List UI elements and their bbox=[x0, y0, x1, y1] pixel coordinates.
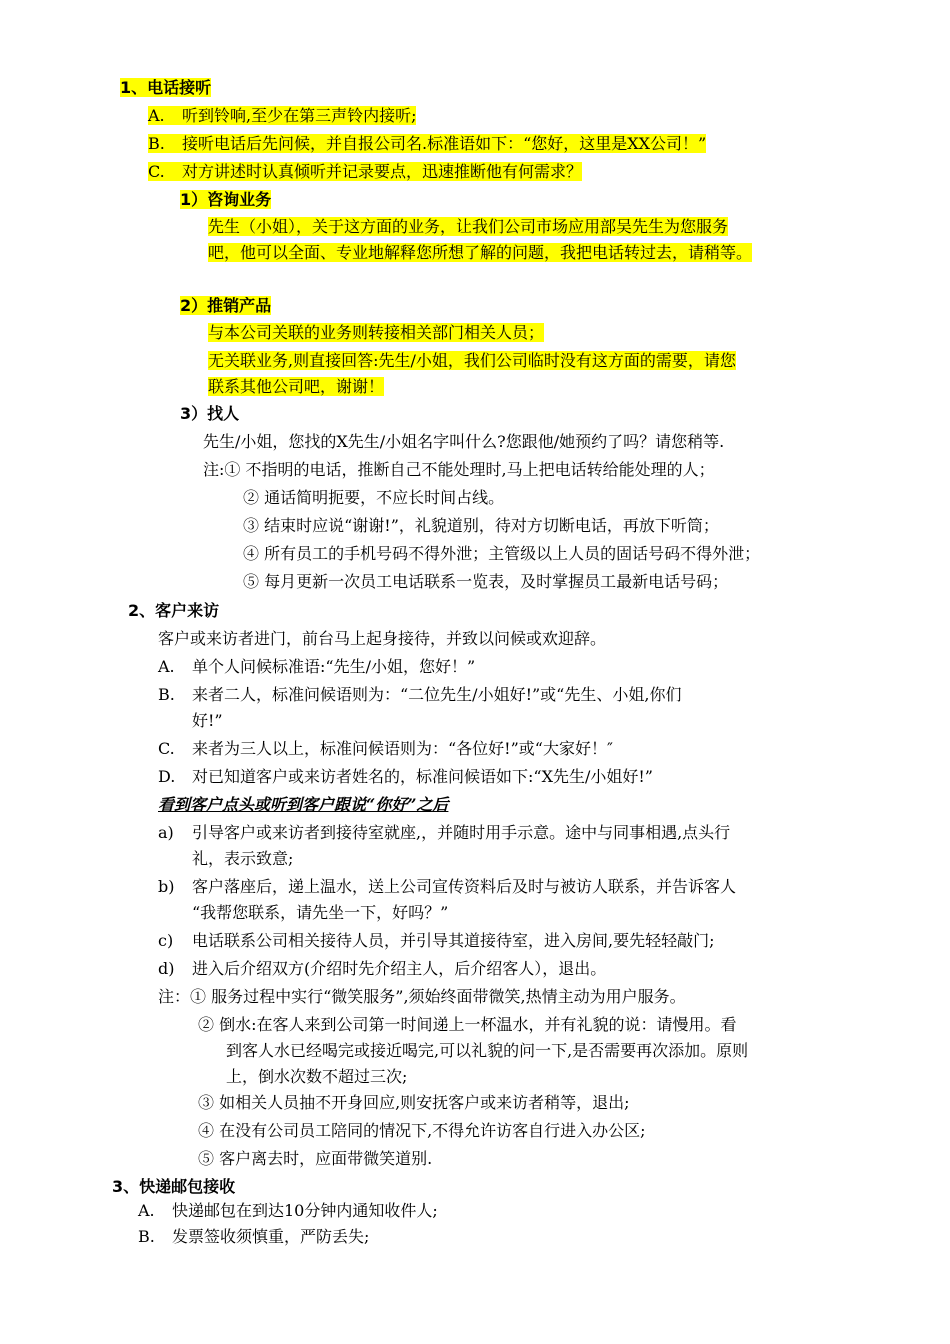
section-1-heading: 1、电话接听 bbox=[120, 78, 212, 97]
s2-item-b-cont: 好!” bbox=[192, 711, 223, 730]
s1-sub3-line1: 先生/小姐，您找的X先生/小姐名字叫什么?您跟他/她预约了吗？请您稍等. bbox=[203, 432, 725, 451]
s1-item-c: C. 对方讲述时认真倾听并记录要点，迅速推断他有何需求？ bbox=[148, 162, 583, 181]
s2-step-b-cont: “我帮您联系，请先坐一下，好吗？” bbox=[192, 903, 449, 922]
s1-sub1-heading: 1）咨询业务 bbox=[180, 190, 272, 209]
section-2-heading: 2、客户来访 bbox=[128, 601, 220, 620]
s2-item-d: D. 对已知道客户或来访者姓名的，标准问候语如下:“X先生/小姐好!” bbox=[158, 767, 653, 786]
s2-step-c: c) 电话联系公司相关接待人员，并引导其道接待室，进入房间,要先轻轻敲门; bbox=[158, 931, 715, 950]
s2-item-c: C. 来者为三人以上，标准问候语则为：“各位好!”或“大家好！″ bbox=[158, 739, 613, 758]
s1-sub2-heading: 2）推销产品 bbox=[180, 296, 272, 315]
s2-intro: 客户或来访者进门，前台马上起身接待，并致以问候或欢迎辞。 bbox=[158, 629, 607, 648]
s1-sub3-heading: 3）找人 bbox=[180, 404, 240, 423]
s2-step-b: b) 客户落座后，递上温水，送上公司宣传资料后及时与被访人联系，并告诉客人 bbox=[158, 877, 737, 896]
s2-note: 注：① 服务过程中实行“微笑服务”,须始终面带微笑,热情主动为用户服务。 bbox=[158, 987, 686, 1006]
s1-sub3-note-3: ③ 结束时应说“谢谢!”，礼貌道别，待对方切断电话，再放下听筒； bbox=[243, 516, 719, 535]
s2-note-2-cont2: 上，倒水次数不超过三次; bbox=[226, 1067, 408, 1086]
s2-note-3: ③ 如相关人员抽不开身回应,则安抚客户或来访者稍等，退出; bbox=[198, 1093, 630, 1112]
s2-item-b: B. 来者二人，标准问候语则为：“二位先生/小姐好!”或“先生、小姐,你们 bbox=[158, 685, 682, 704]
s2-item-a: A. 单个人问候标准语:“先生/小姐，您好！” bbox=[158, 657, 476, 676]
section-3-heading: 3、快递邮包接收 bbox=[112, 1177, 236, 1196]
s3-item-b: B. 发票签收须慎重，严防丢失; bbox=[138, 1227, 370, 1246]
s2-note-5: ⑤ 客户离去时，应面带微笑道别. bbox=[198, 1149, 433, 1168]
s2-step-a: a) 引导客户或来访者到接待室就座,，并随时用手示意。途中与同事相遇,点头行 bbox=[158, 823, 731, 842]
s1-sub3-note-2: ② 通话简明扼要，不应长时间占线。 bbox=[243, 488, 505, 507]
s3-item-a: A. 快递邮包在到达10分钟内通知收件人; bbox=[138, 1201, 438, 1220]
s1-sub3-note-5: ⑤ 每月更新一次员工电话联系一览表，及时掌握员工最新电话号码； bbox=[243, 572, 729, 591]
s1-sub3-note-4: ④ 所有员工的手机号码不得外泄；主管级以上人员的固话号码不得外泄； bbox=[243, 544, 761, 563]
s2-note-2: ② 倒水:在客人来到公司第一时间递上一杯温水，并有礼貌的说：请慢用。看 bbox=[198, 1015, 737, 1034]
s1-sub2-line1: 与本公司关联的业务则转接相关部门相关人员； bbox=[208, 323, 545, 342]
s2-step-d: d) 进入后介绍双方(介绍时先介绍主人，后介绍客人），退出。 bbox=[158, 959, 607, 978]
s2-note-2-cont1: 到客人水已经喝完或接近喝完,可以礼貌的问一下,是否需要再次添加。原则 bbox=[226, 1041, 749, 1060]
s1-sub2-line2: 无关联业务,则直接回答:先生/小姐，我们公司临时没有这方面的需要，请您 bbox=[208, 351, 736, 370]
s2-after-greeting: 看到客户点头或听到客户跟说“你好”之后 bbox=[158, 795, 449, 814]
s1-sub1-line2: 吧，他可以全面、专业地解释您所想了解的问题，我把电话转过去，请稍等。 bbox=[208, 243, 753, 262]
s1-sub3-note: 注:① 不指明的电话，推断自己不能处理时,马上把电话转给能处理的人； bbox=[203, 460, 715, 479]
s2-note-4: ④ 在没有公司员工陪同的情况下,不得允许访客自行进入办公区; bbox=[198, 1121, 646, 1140]
s1-sub2-line3: 联系其他公司吧，谢谢！ bbox=[208, 377, 385, 396]
s2-step-a-cont: 礼，表示致意; bbox=[192, 849, 294, 868]
s1-item-b: B. 接听电话后先问候，并自报公司名.标准语如下：“您好，这里是XX公司！” bbox=[148, 134, 707, 153]
s1-sub1-line1: 先生（小姐），关于这方面的业务，让我们公司市场应用部吴先生为您服务 bbox=[208, 217, 729, 236]
s1-item-a: A. 听到铃响,至少在第三声铃内接听; bbox=[148, 106, 417, 125]
